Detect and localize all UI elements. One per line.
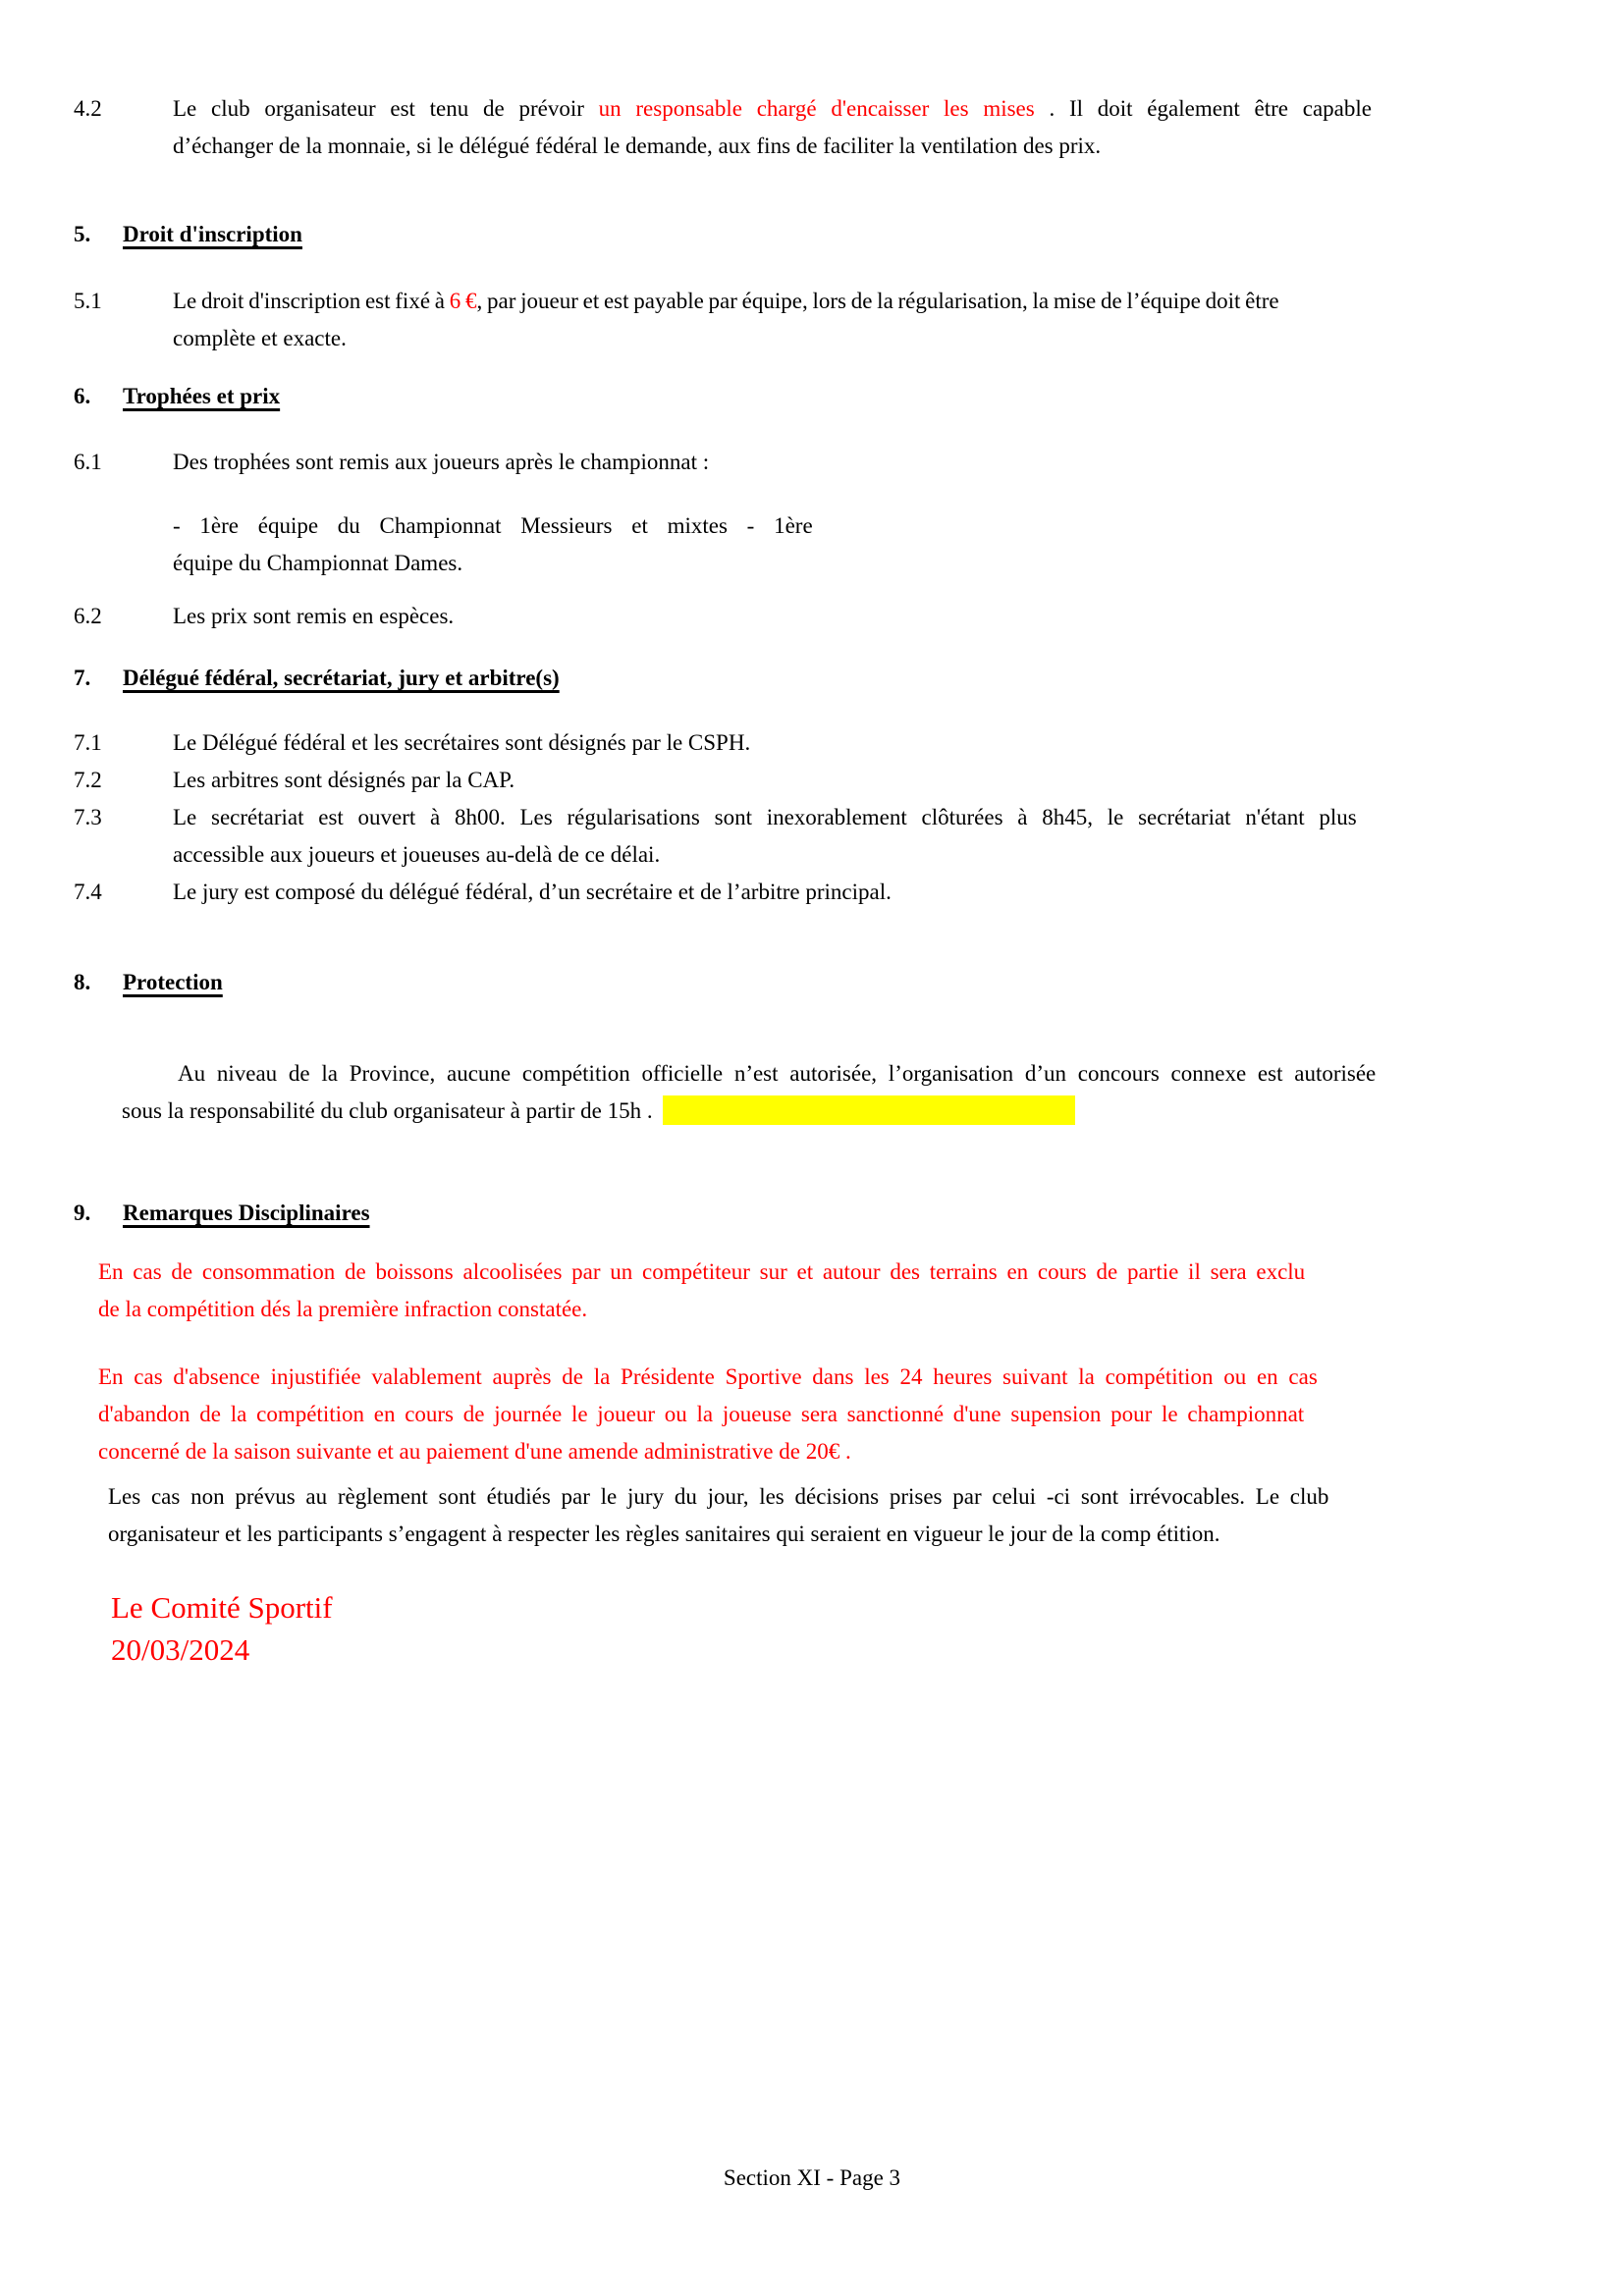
text-segment: Le club organisateur est tenu de prévoir (173, 96, 599, 121)
heading-title: Remarques Disciplinaires (123, 1201, 370, 1225)
item-6-2 (74, 598, 1542, 635)
section-heading-7 (74, 660, 1542, 697)
heading-title: Protection (123, 970, 223, 994)
text-segment: , par joueur et est payable par équipe, lors de la régularisation, la mise de l’équipe doit être (476, 289, 1279, 313)
section-heading-6 (74, 378, 1542, 415)
item-7-4 (74, 874, 1542, 911)
signature-date: 20/03/2024 (111, 1632, 250, 1667)
item-number: 6.2 (74, 604, 102, 628)
item-body (173, 799, 1542, 874)
heading-number: 6. (74, 384, 91, 408)
paragraph-line: concerné de la saison suivante et au paiement d'une amende administrative de 20€ . (98, 1439, 851, 1464)
disciplinary-paragraph-absence (98, 1359, 1542, 1470)
paragraph-line: Le jury est composé du délégué fédéral, d’un secrétaire et de l’arbitre principal. (173, 880, 892, 904)
paragraph-line: Le secrétariat est ouvert à 8h00. Les régularisations sont inexorablement clôturées à 8h45, le secrétariat n'étant plus (173, 805, 1357, 829)
item-number: 6.1 (74, 450, 102, 474)
section-heading-5 (74, 216, 1542, 253)
section-heading-8 (74, 964, 1542, 1001)
jury-paragraph (108, 1478, 1542, 1553)
text-segment: . Il doit également être capable (1034, 96, 1372, 121)
page-footer: Section XI - Page 3 (723, 2165, 901, 2190)
item-number: 4.2 (74, 96, 102, 121)
paragraph-line: d’échanger de la monnaie, si le délégué fédéral le demande, aux fins de faciliter la ventilation des prix. (173, 133, 1102, 158)
item-number: 7.2 (74, 768, 102, 792)
red-text-segment: un responsable chargé d'encaisser les mises (598, 96, 1035, 121)
item-number: 7.3 (74, 805, 102, 829)
item-7-1 (74, 724, 1542, 762)
heading-number: 9. (74, 1201, 91, 1225)
trophy-list-line: - 1ère équipe du Championnat Messieurs et mixtes - 1ère (173, 513, 813, 538)
heading-title: Délégué fédéral, secrétariat, jury et arbitre(s) (123, 666, 560, 690)
signature-block (111, 1586, 1542, 1671)
item-6-1 (74, 444, 1542, 481)
paragraph-line: Les cas non prévus au règlement sont étudiés par le jury du jour, les décisions prises par celui -ci sont irrévocables. Le club (108, 1484, 1329, 1509)
text-segment: Le droit d'inscription est fixé à (173, 289, 450, 313)
heading-number: 7. (74, 666, 91, 690)
red-text-segment: 6 € (449, 289, 477, 313)
disciplinary-paragraph-alcohol (98, 1254, 1542, 1328)
paragraph-line (122, 1093, 1542, 1130)
item-number: 7.1 (74, 730, 102, 755)
item-7-2 (74, 762, 1542, 799)
item-7-3 (74, 799, 1542, 874)
heading-title: Droit d'inscription (123, 222, 302, 246)
trophy-list (173, 507, 1542, 582)
paragraph-line: Les arbitres sont désignés par la CAP. (173, 768, 515, 792)
paragraph-line: Des trophées sont remis aux joueurs après le championnat : (173, 450, 710, 474)
item-body (173, 724, 1542, 762)
text-segment: sous la responsabilité du club organisateur à partir de 15h . (122, 1098, 653, 1123)
item-body (173, 444, 1542, 481)
paragraph-line (173, 90, 1542, 128)
paragraph-line: complète et exacte. (173, 326, 347, 350)
item-5-1 (74, 283, 1542, 357)
paragraph-line: En cas d'absence injustifiée valablement auprès de la Présidente Sportive dans les 24 heures suivant la compétition ou en cas (98, 1364, 1318, 1389)
item-body (173, 90, 1542, 165)
paragraph-line (173, 283, 1542, 320)
paragraph-line: organisateur et les participants s’engagent à respecter les règles sanitaires qui seraient en vigueur le jour de la comp étition. (108, 1522, 1220, 1546)
paragraph-line: de la compétition dés la première infraction constatée. (98, 1297, 588, 1321)
signature-committee: Le Comité Sportif (111, 1590, 333, 1625)
heading-number: 8. (74, 970, 91, 994)
heading-number: 5. (74, 222, 91, 246)
paragraph-line: Le Délégué fédéral et les secrétaires sont désignés par le CSPH. (173, 730, 751, 755)
heading-title: Trophées et prix (123, 384, 281, 408)
item-number: 5.1 (74, 289, 102, 313)
protection-paragraph (122, 1055, 1542, 1130)
item-body (173, 598, 1542, 635)
item-4-2 (74, 90, 1542, 165)
item-number: 7.4 (74, 880, 102, 904)
paragraph-line: d'abandon de la compétition en cours de journée le joueur ou la joueuse sera sanctionné d'une supension pour le championnat (98, 1402, 1305, 1426)
section-heading-9 (74, 1195, 1542, 1232)
yellow-highlight (663, 1095, 1075, 1125)
paragraph-line: Les prix sont remis en espèces. (173, 604, 455, 628)
paragraph-line: Au niveau de la Province, aucune compétition officielle n’est autorisée, l’organisation d’un concours connexe est autorisée (178, 1061, 1377, 1086)
paragraph-line: accessible aux joueurs et joueuses au-delà de ce délai. (173, 842, 661, 867)
item-body (173, 874, 1542, 911)
item-body (173, 283, 1542, 357)
item-body (173, 762, 1542, 799)
trophy-list-line: équipe du Championnat Dames. (173, 551, 463, 575)
paragraph-line: En cas de consommation de boissons alcoolisées par un compétiteur sur et autour des terrains en cours de partie il sera exclu (98, 1259, 1306, 1284)
